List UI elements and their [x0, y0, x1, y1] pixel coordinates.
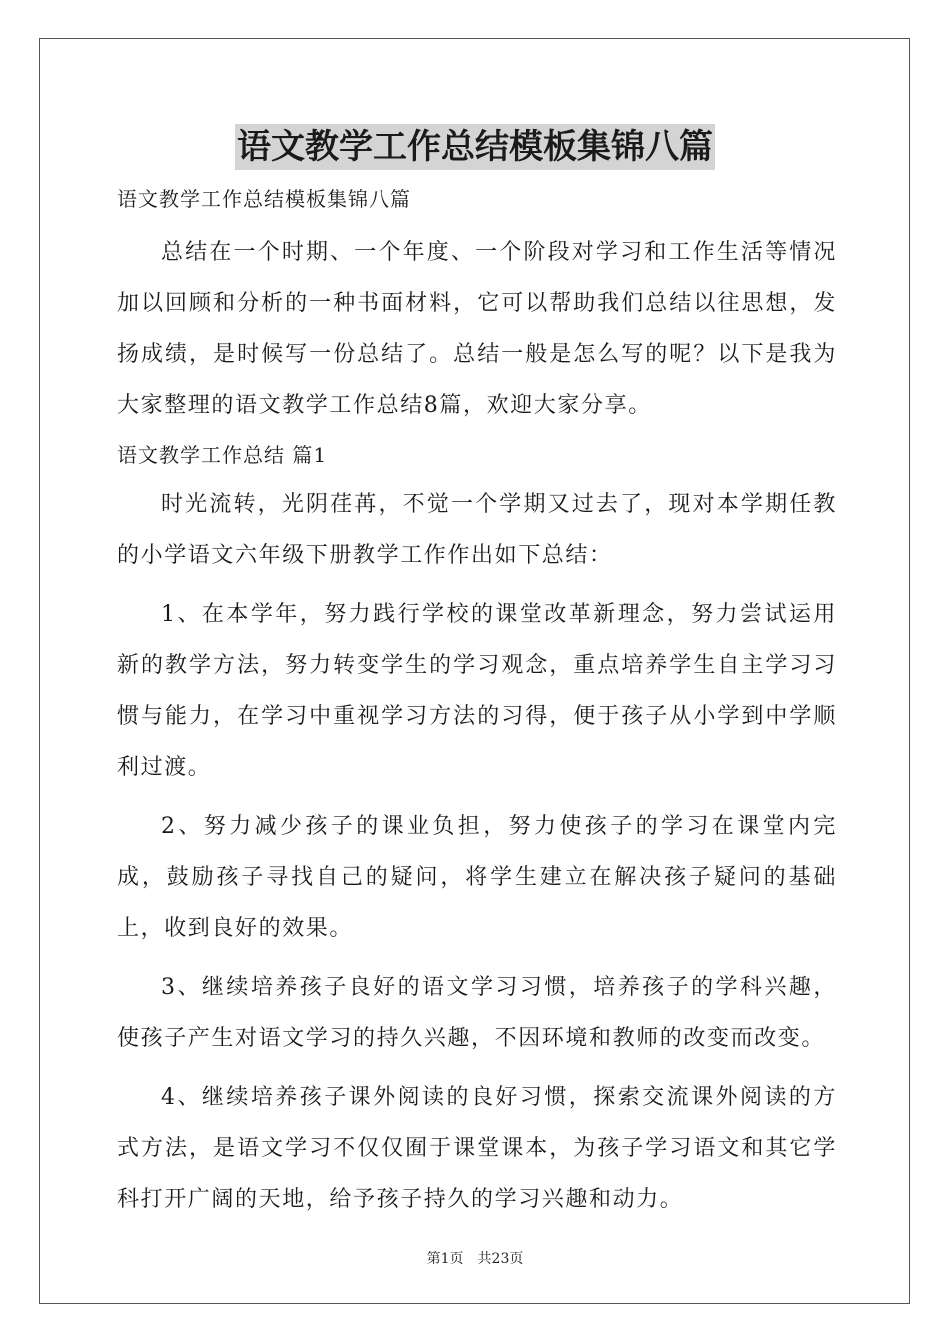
document-title: 语文教学工作总结模板集锦八篇 [235, 124, 715, 170]
page-number: 第1页 共23页 [426, 1251, 524, 1267]
paragraph-1: 时光流转，光阴荏苒，不觉一个学期又过去了，现对本学期任教的小学语文六年级下册教学工作作出如下总结： [117, 492, 837, 568]
paragraph-5: 4、继续培养孩子课外阅读的良好习惯，探索交流课外阅读的方式方法，是语文学习不仅仅囿于课堂课本，为孩子学习语文和其它学科打开广阔的天地，给予孩子持久的学习兴趣和动力。 [117, 1085, 837, 1212]
intro-paragraph: 总结在一个时期、一个年度、一个阶段对学习和工作生活等情况加以回顾和分析的一种书面材料，它可以帮助我们总结以往思想，发扬成绩，是时候写一份总结了。总结一般是怎么写的呢？以下是我为大家整理的语文教学工作总结8篇，欢迎大家分享。 [117, 240, 837, 418]
document-subtitle: 语文教学工作总结模板集锦八篇 [117, 187, 411, 211]
document-body [117, 183, 837, 1225]
paragraph-3: 2、努力减少孩子的课业负担，努力使孩子的学习在课堂内完成，鼓励孩子寻找自己的疑问，将学生建立在解决孩子疑问的基础上，收到良好的效果。 [117, 814, 837, 941]
paragraph-4: 3、继续培养孩子良好的语文学习习惯，培养孩子的学科兴趣，使孩子产生对语文学习的持久兴趣，不因环境和教师的改变而改变。 [117, 975, 837, 1051]
title-container [0, 124, 950, 170]
paragraph-2: 1、在本学年，努力践行学校的课堂改革新理念，努力尝试运用新的教学方法，努力转变学生的学习观念，重点培养学生自主学习习惯与能力，在学习中重视学习方法的习得，便于孩子从小学到中学顺利过渡。 [117, 602, 837, 780]
section-heading: 语文教学工作总结 篇1 [117, 443, 328, 467]
